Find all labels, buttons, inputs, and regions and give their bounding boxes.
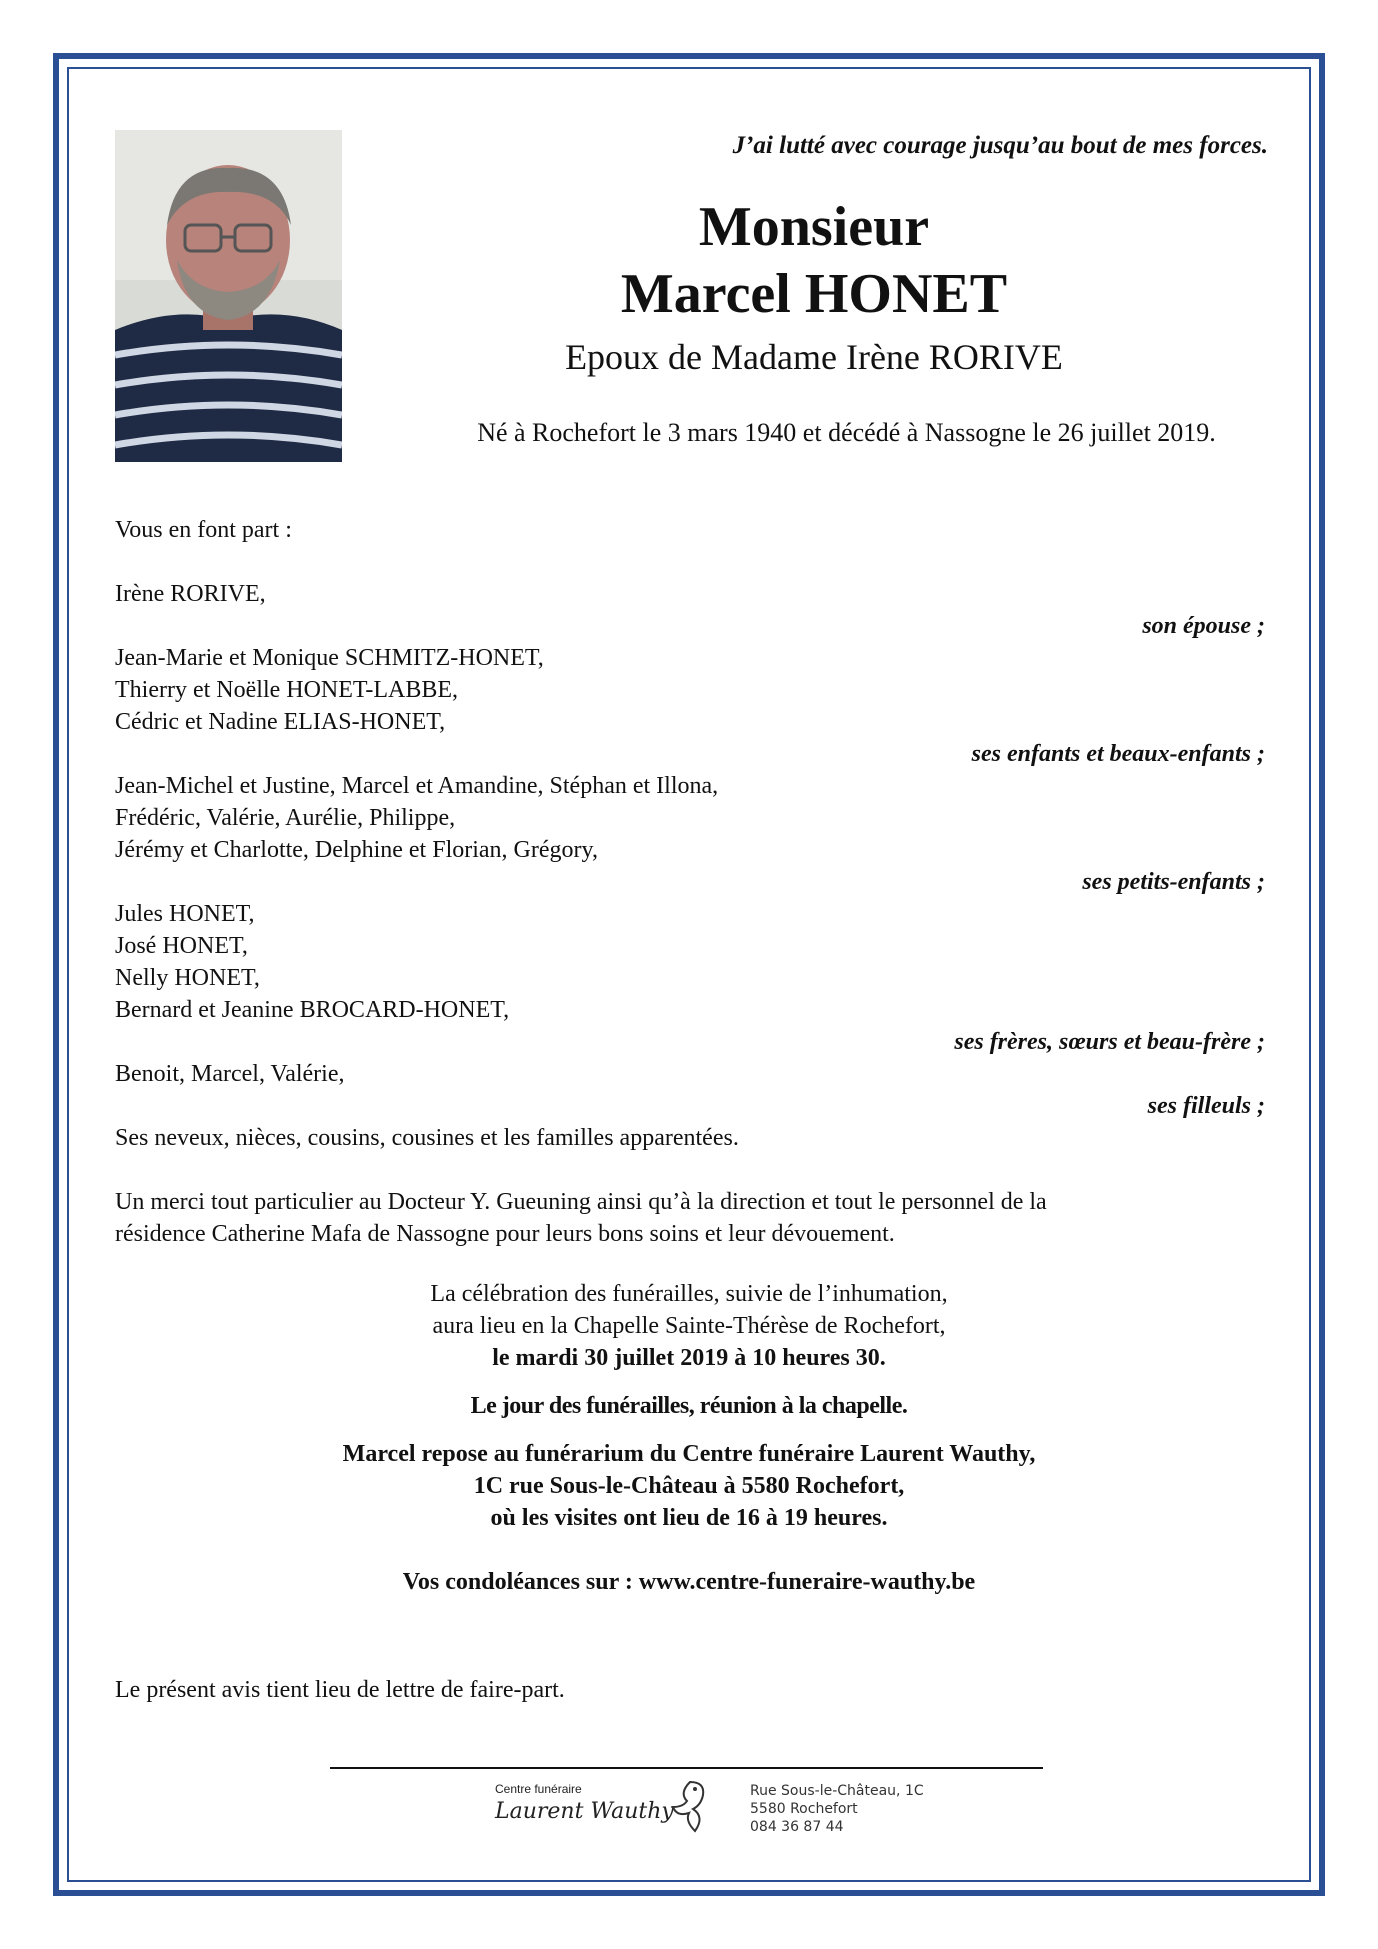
family-name: Cédric et Nadine ELIAS-HONET,	[115, 709, 446, 735]
birth-death-line: Né à Rochefort le 3 mars 1940 et décédé à Nassogne le 26 juillet 2019.	[477, 418, 1216, 447]
logo-caption: Centre funéraire	[495, 1782, 582, 1796]
family-name: Thierry et Noëlle HONET-LABBE,	[115, 677, 459, 703]
family-name: Nelly HONET,	[115, 965, 260, 991]
ceremony-block	[0, 1278, 1378, 1598]
spouse-line: Epoux de Madame Irène RORIVE	[565, 337, 1063, 377]
funeral-home-logo	[495, 1777, 725, 1837]
notice-section	[115, 1674, 1265, 1706]
family-name: José HONET,	[115, 933, 248, 959]
family-role: ses filleuls ;	[1147, 1093, 1265, 1119]
bird-icon	[665, 1777, 715, 1835]
intro-text: Vous en font part :	[115, 517, 292, 543]
rest-line: 1C rue Sous-le-Château à 5580 Rochefort,	[473, 1473, 905, 1499]
deceased-name: Marcel HONET	[620, 263, 1008, 325]
family-name: Jean-Michel et Justine, Marcel et Amandine, Stéphan et Illona,	[115, 773, 719, 799]
family-name: Jean-Marie et Monique SCHMITZ-HONET,	[115, 645, 544, 671]
address-phone: 084 36 87 44	[750, 1819, 844, 1835]
rest-line: Marcel repose au funérarium du Centre funéraire Laurent Wauthy,	[342, 1441, 1036, 1467]
meeting-line: Le jour des funérailles, réunion à la chapelle.	[470, 1393, 908, 1419]
ceremony-date: le mardi 30 juillet 2019 à 10 heures 30.	[492, 1345, 886, 1371]
funeral-home-address	[750, 1782, 924, 1836]
family-name: Frédéric, Valérie, Aurélie, Philippe,	[115, 805, 456, 831]
address-city: 5580 Rochefort	[750, 1801, 858, 1817]
thanks-line: Un merci tout particulier au Docteur Y. Gueuning ainsi qu’à la direction et tout le personnel de la	[115, 1189, 1047, 1215]
family-name: Jérémy et Charlotte, Delphine et Florian, Grégory,	[115, 837, 598, 863]
thanks-line: résidence Catherine Mafa de Nassogne pour leurs bons soins et leur dévouement.	[115, 1221, 895, 1247]
address-street: Rue Sous-le-Château, 1C	[750, 1783, 924, 1799]
family-section	[115, 514, 1265, 1250]
ceremony-line: La célébration des funérailles, suivie de l’inhumation,	[430, 1281, 948, 1307]
ceremony-line: aura lieu en la Chapelle Sainte-Thérèse de Rochefort,	[432, 1313, 946, 1339]
family-role: ses petits-enfants ;	[1082, 869, 1265, 895]
family-name: Irène RORIVE,	[115, 581, 266, 607]
relatives-line: Ses neveux, nièces, cousins, cousines et les familles apparentées.	[115, 1125, 739, 1151]
honorific: Monsieur	[698, 196, 930, 258]
family-role: ses enfants et beaux-enfants ;	[971, 741, 1265, 767]
family-role: son épouse ;	[1142, 613, 1265, 639]
family-name: Bernard et Jeanine BROCARD-HONET,	[115, 997, 510, 1023]
condolences-link[interactable]: Vos condoléances sur : www.centre-funeraire-wauthy.be	[402, 1569, 976, 1595]
rest-line: où les visites ont lieu de 16 à 19 heures.	[490, 1505, 888, 1531]
logo-script: Laurent Wauthy	[495, 1799, 674, 1824]
family-role: ses frères, sœurs et beau-frère ;	[954, 1029, 1265, 1055]
notice-line: Le présent avis tient lieu de lettre de faire-part.	[115, 1677, 565, 1703]
footer-divider	[330, 1767, 1043, 1769]
family-name: Benoit, Marcel, Valérie,	[115, 1061, 345, 1087]
quote: J’ai lutté avec courage jusqu’au bout de mes forces.	[732, 132, 1268, 159]
family-name: Jules HONET,	[115, 901, 255, 927]
